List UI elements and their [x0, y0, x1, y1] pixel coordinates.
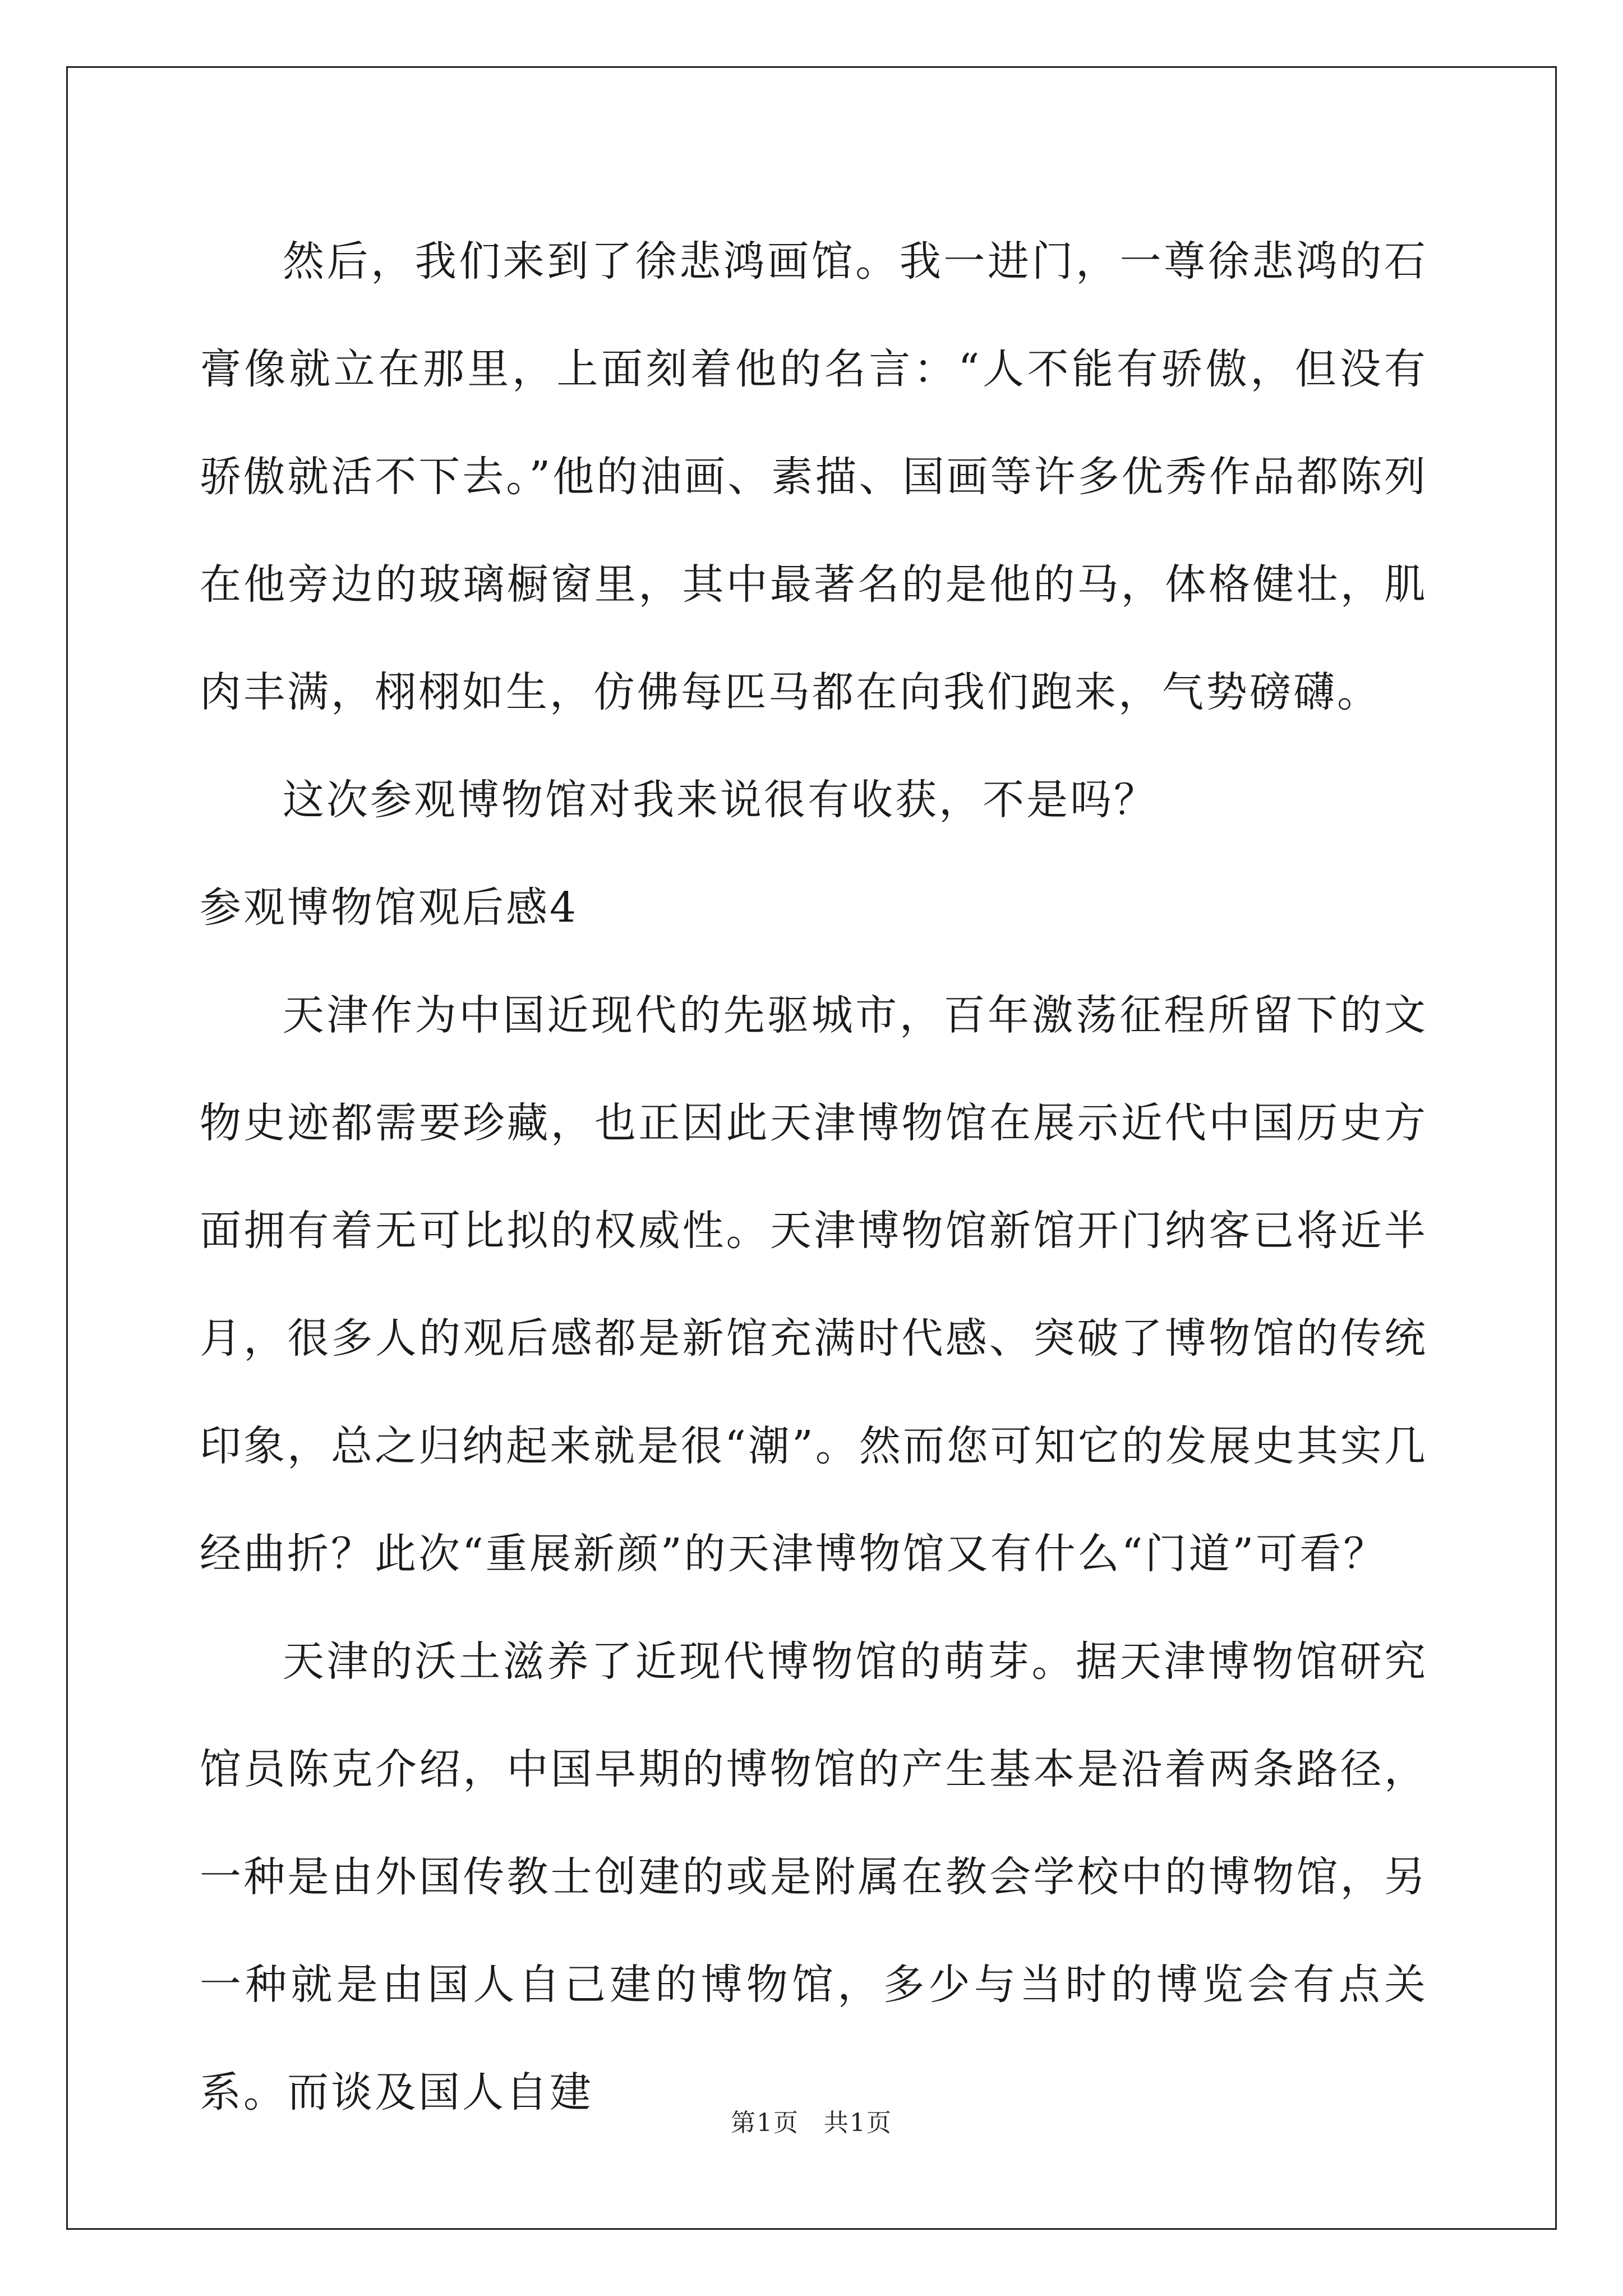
page-number: 第1页	[731, 2109, 799, 2137]
section-heading: 参观博物馆观后感4	[200, 884, 579, 932]
paragraph-tianjin-museum-history: 天津的沃土滋养了近现代博物馆的萌芽。据天津博物馆研究馆员陈克介绍，中国早期的博物馆的产生基本是沿着两条路径，一种是由外国传教士创建的或是附属在教会学校中的博物馆，另一种就是由国人自己建的博物馆，多少与当时的博览会有点关系。而谈及国人自建	[200, 1637, 1428, 2116]
document-body	[200, 208, 1428, 2146]
paragraph-museum-visit-gain: 这次参观博物馆对我来说很有收获，不是吗？	[283, 776, 1158, 824]
paragraph-tianjin-museum-intro: 天津作为中国近现代的先驱城市，百年激荡征程所留下的文物史迹都需要珍藏，也正因此天津博物馆在展示近代中国历史方面拥有着无可比拟的权威性。天津博物馆新馆开门纳客已将近半月，很多人的观后感都是新馆充满时代感、突破了博物馆的传统印象，总之归纳起来就是很“潮”。然而您可知它的发展史其实几经曲折？此次“重展新颜”的天津博物馆又有什么“门道”可看？	[200, 991, 1428, 1578]
page-total: 共1页	[824, 2109, 892, 2137]
paragraph-xu-beihong-gallery: 然后，我们来到了徐悲鸿画馆。我一进门，一尊徐悲鸿的石膏像就立在那里，上面刻着他的名言：“人不能有骄傲，但没有骄傲就活不下去。”他的油画、素描、国画等许多优秀作品都陈列在他旁边的玻璃橱窗里，其中最著名的是他的马，体格健壮，肌肉丰满，栩栩如生，仿佛每匹马都在向我们跑来，气势磅礴。	[200, 237, 1428, 716]
page-footer	[0, 2106, 1623, 2140]
